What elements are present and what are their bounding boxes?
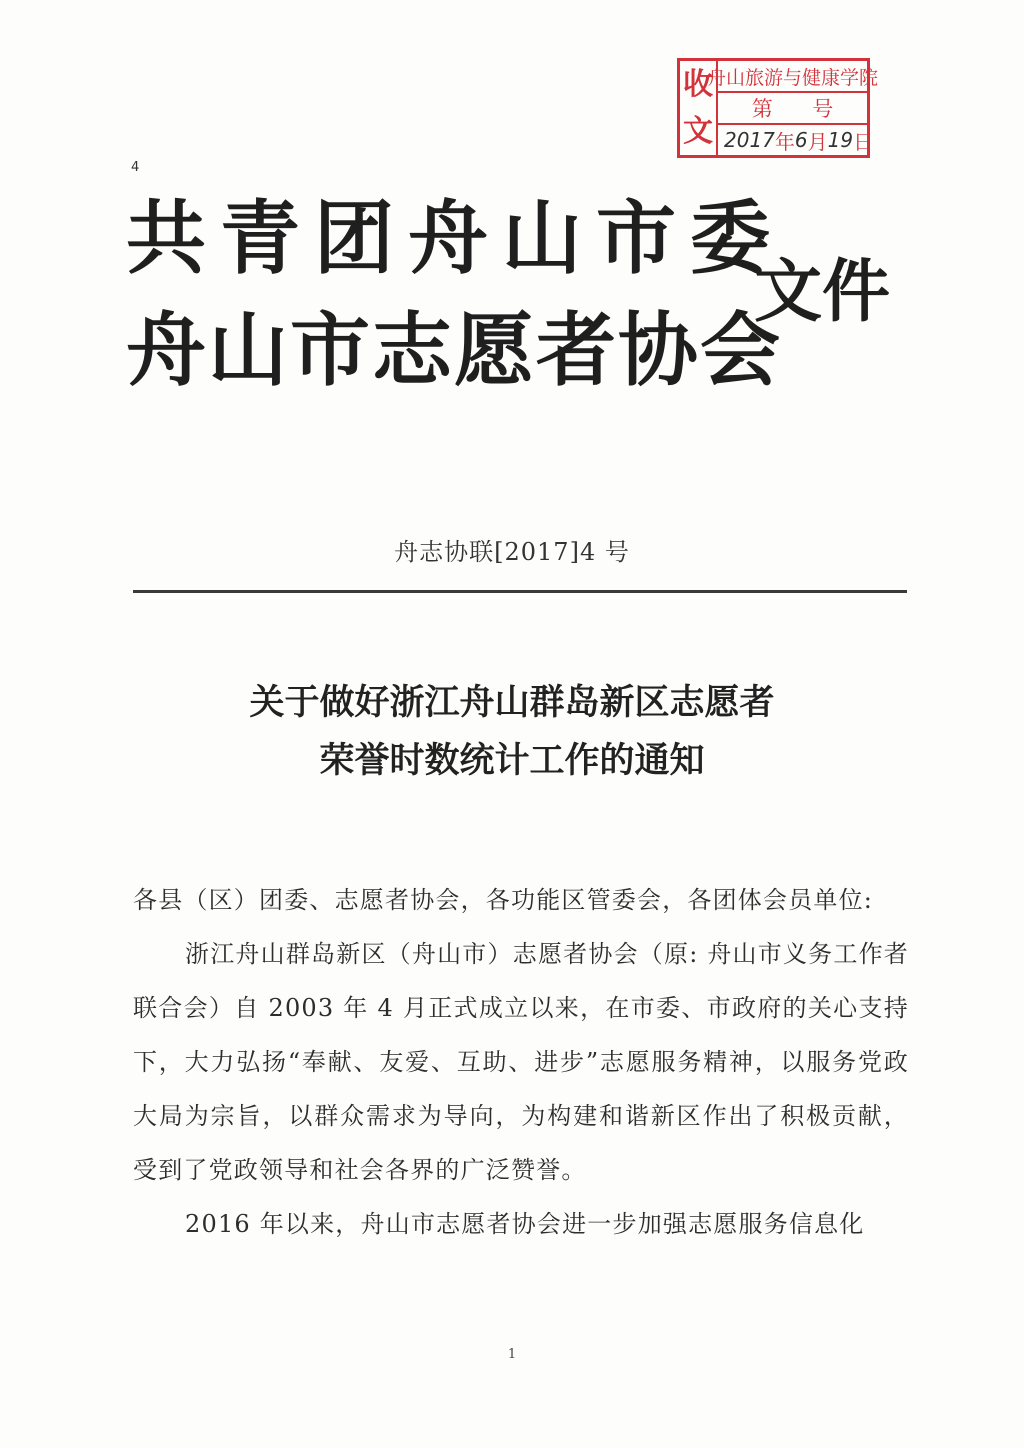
stamp-day-handwritten: 19 [827, 128, 854, 152]
stamp-year-handwritten: 2017 [724, 128, 775, 152]
header-divider [133, 590, 907, 593]
document-title [0, 674, 1024, 790]
stamp-date-row [718, 125, 874, 155]
issuer-line-2: 舟山市志愿者协会 [126, 303, 782, 397]
page-number: 1 [507, 1347, 517, 1362]
stamp-month-label: 月 [807, 129, 828, 154]
stamp-side-char-1: 收 [683, 66, 713, 102]
body-paragraph-1: 浙江舟山群岛新区（舟山市）志愿者协会（原: 舟山市义务工作者联合会）自 2003 年 4 月正式成立以来，在市委、市政府的关心支持下，大力弘扬“奉献、友爱、互助、进步”志愿服务精神，以服务党政大局为宗旨，以群众需求为导向，为构建和谐新区作出了积极贡献，受到了党政领导和社会各界的广泛赞誉。 [133, 940, 909, 1184]
masthead-suffix: 文件 [754, 252, 891, 332]
body-paragraph-2: 2016 年以来，舟山市志愿者协会进一步加强志愿服务信息化 [185, 1210, 865, 1238]
title-line-2: 荣誉时数统计工作的通知 [319, 740, 705, 781]
stamp-number-label-1: 第 [751, 97, 773, 121]
stamp-month-handwritten: 6 [794, 128, 808, 152]
stamp-number-label-2: 号 [812, 97, 834, 121]
stamp-year-label: 年 [774, 129, 795, 154]
stamp-institution: 舟山旅游与健康学院 [718, 61, 867, 93]
stamp-day-label: 日 [853, 129, 874, 154]
document-number: 舟志协联[2017]4 号 [394, 538, 630, 566]
stamp-number-row [718, 93, 867, 125]
receipt-stamp [677, 58, 879, 158]
stamp-side-char-2: 文 [683, 113, 713, 149]
document-masthead [126, 192, 916, 402]
document-body [133, 873, 909, 1251]
corner-mark: 4 [131, 160, 140, 175]
salutation: 各县（区）团委、志愿者协会，各功能区管委会，各团体会员单位: [133, 886, 874, 914]
title-line-1: 关于做好浙江舟山群岛新区志愿者 [249, 682, 775, 723]
issuer-line-1: 共青团舟山市委 [126, 191, 784, 285]
